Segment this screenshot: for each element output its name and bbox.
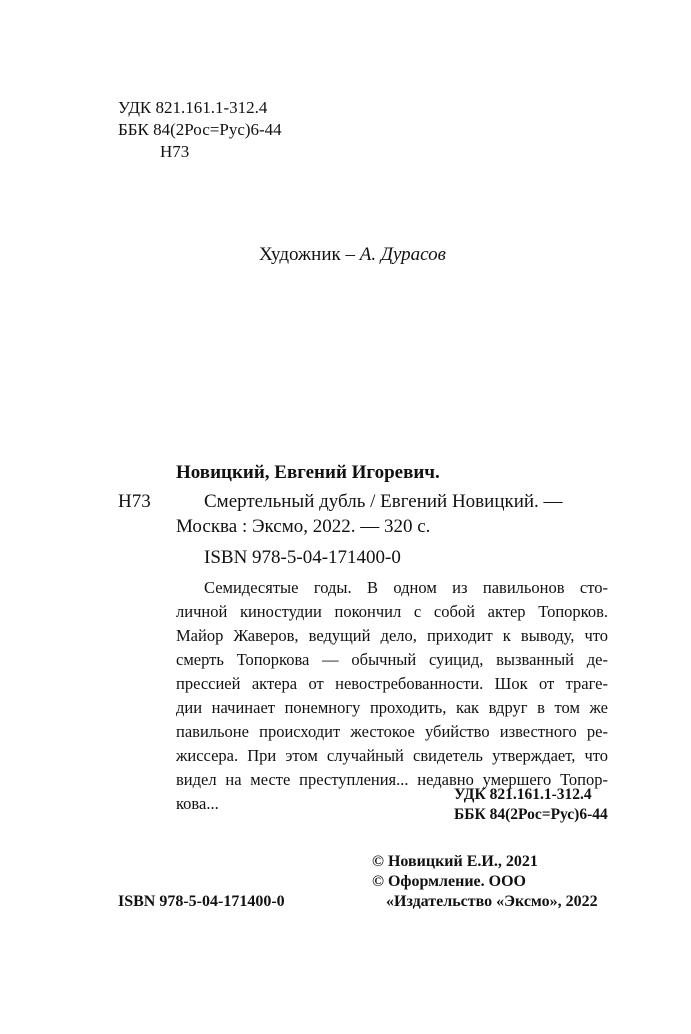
annotation-line: дии начинает понемногу проходить, как вдруг в том же	[176, 698, 608, 717]
annotation-line: личной киностудии покончил с собой актер Топорков.	[176, 602, 608, 621]
artist-credit	[259, 244, 446, 266]
artist-label: Художник –	[259, 244, 355, 265]
annotation-line: кова...	[176, 794, 219, 813]
copyright-publisher: «Издательство «Эксмо», 2022	[386, 893, 598, 910]
annotation-line: жиссера. При этом случайный свидетель утверждает, что	[176, 746, 608, 765]
record-author: Новицкий, Евгений Игоревич.	[176, 462, 440, 483]
record-bbk: ББК 84(2Рос=Рус)6-44	[454, 806, 608, 823]
copyright-author: © Новицкий Е.И., 2021	[372, 853, 538, 870]
record-title-line1: Смертельный дубль / Евгений Новицкий. —	[204, 491, 563, 512]
record-code: Н73	[118, 491, 151, 512]
annotation-line: смерть Топоркова — обычный суицид, вызванный де-	[176, 650, 608, 669]
udk-line: УДК 821.161.1-312.4	[118, 98, 268, 117]
footer-isbn: ISBN 978-5-04-171400-0	[118, 893, 285, 910]
annotation-line: прессией актера от невостребованности. Шок от траге-	[176, 674, 608, 693]
record-isbn: ISBN 978-5-04-171400-0	[204, 547, 401, 568]
bbk-line: ББК 84(2Рос=Рус)6-44	[118, 120, 282, 139]
annotation	[176, 576, 608, 816]
author-sign: Н73	[160, 142, 190, 161]
annotation-line: Семидесятые годы. В одном из павильонов сто-	[204, 578, 608, 597]
annotation-line: видел на месте преступления... недавно умершего Топор-	[176, 770, 608, 789]
annotation-line: Майор Жаверов, ведущий дело, приходит к выводу, что	[176, 626, 608, 645]
record-udk: УДК 821.161.1-312.4	[454, 786, 592, 803]
copyright-design: © Оформление. ООО	[372, 873, 526, 890]
annotation-line: павильоне происходит жестокое убийство известного ре-	[176, 722, 608, 741]
record-title-line2: Москва : Эксмо, 2022. — 320 с.	[176, 516, 431, 537]
artist-name: А. Дурасов	[359, 244, 446, 265]
